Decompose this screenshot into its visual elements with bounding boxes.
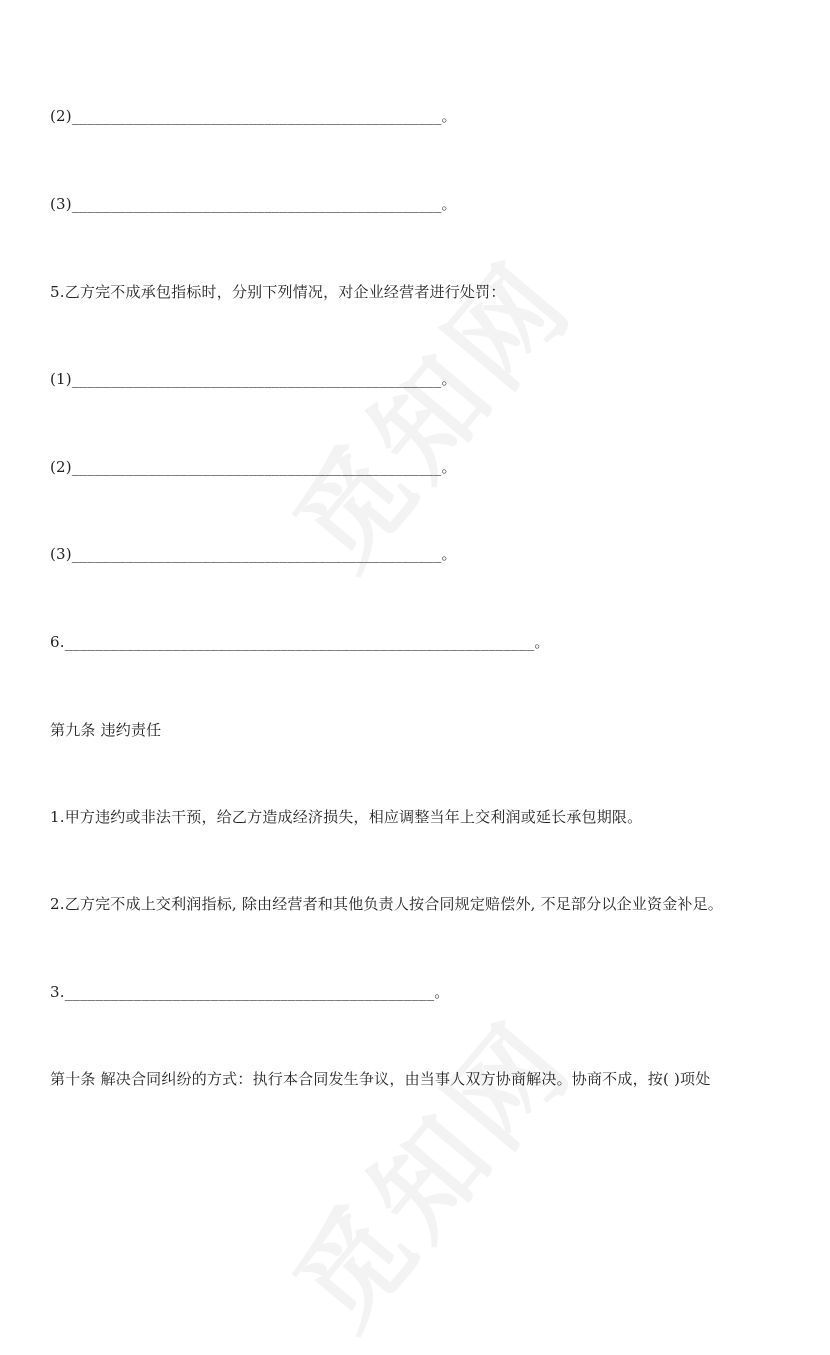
penalty-blank-1: (1)________________________________________________。 bbox=[50, 370, 457, 388]
article-10-text: 第十条 解决合同纠纷的方式：执行本合同发生争议，由当事人双方协商解决。协商不成，按( )项处 bbox=[50, 1070, 711, 1088]
watermark bbox=[253, 223, 602, 596]
penalty-blank-3: (3)________________________________________________。 bbox=[50, 545, 457, 563]
clause-5-heading: 5.乙方完不成承包指标时，分别下列情况，对企业经营者进行处罚： bbox=[50, 283, 506, 301]
clause-blank-3: (3)________________________________________________。 bbox=[50, 195, 457, 213]
article-9-item-2: 2.乙方完不成上交利润指标, 除由经营者和其他负责人按合同规定赔偿外, 不足部分以企业资金补足。 bbox=[50, 895, 723, 913]
clause-blank-2: (2)________________________________________________。 bbox=[50, 107, 457, 125]
article-9-item-3: 3.________________________________________________。 bbox=[50, 983, 450, 1001]
article-9-item-1: 1.甲方违约或非法干预，给乙方造成经济损失，相应调整当年上交利润或延长承包期限。 bbox=[50, 808, 643, 826]
penalty-blank-2: (2)________________________________________________。 bbox=[50, 458, 457, 476]
watermark bbox=[253, 983, 602, 1355]
clause-6-blank: 6._____________________________________________________________。 bbox=[50, 633, 550, 651]
article-9-title: 第九条 违约责任 bbox=[50, 721, 162, 739]
